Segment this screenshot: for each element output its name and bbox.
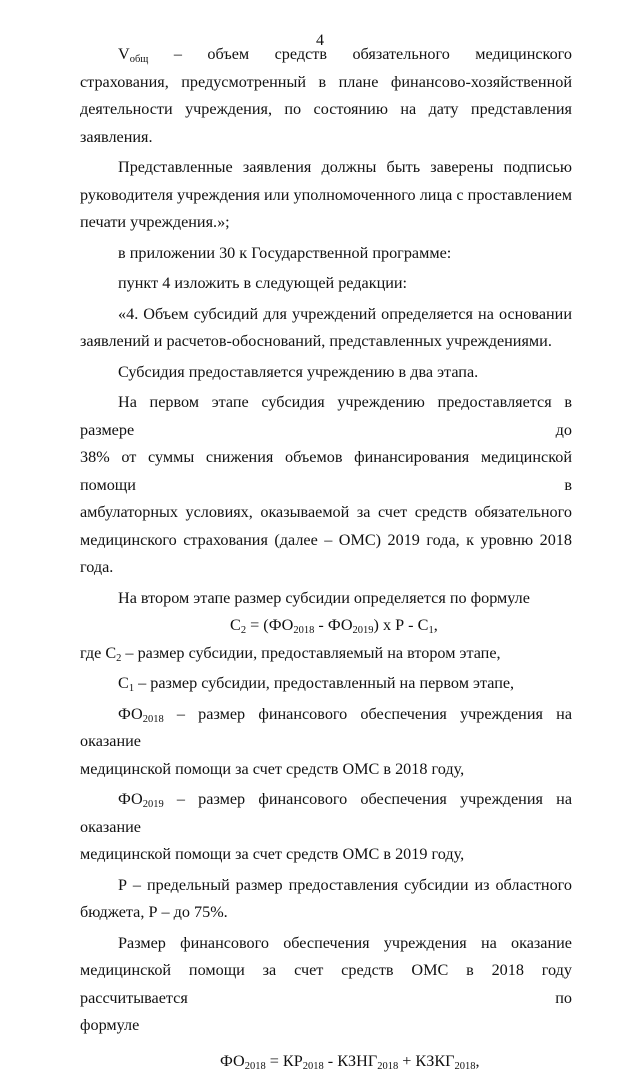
- formula-subscript: 2019: [353, 625, 374, 636]
- formula-subscript: 2: [116, 653, 121, 664]
- text-line: медицинской помощи за счет средств ОМС в 2019 году,: [80, 841, 572, 869]
- definition-c2: [80, 640, 572, 668]
- text-line: 38% от суммы снижения объемов финансирования медицинской помощи в: [80, 444, 572, 499]
- text-line: – размер финансового обеспечения учреждения на оказание: [80, 790, 572, 836]
- definition-c1: [80, 670, 572, 698]
- text-line: медицинского страхования (далее – ОМС) 2019 года, к уровню 2018 года.: [80, 527, 572, 582]
- formula-subscript: 2018: [293, 625, 314, 636]
- formula-fo2018: [80, 1048, 572, 1075]
- formula-operator: = (: [246, 616, 269, 634]
- document-body: [80, 41, 572, 1075]
- text-line: медицинской помощи за счет средств ОМС в 2018 году рассчитывается по: [80, 957, 572, 1012]
- text-line: в приложении 30 к Государственной программе:: [80, 240, 572, 268]
- text-line: деятельности учреждения, по состоянию на дату представления заявления.: [80, 96, 572, 151]
- formula-subscript: 2019: [143, 799, 164, 810]
- text-line: пункт 4 изложить в следующей редакции:: [80, 270, 572, 298]
- text-line: заявлений и расчетов-обоснований, представленных учреждениями.: [80, 328, 572, 356]
- formula-operator: -: [314, 616, 327, 634]
- text-line: «4. Объем субсидий для учреждений определяется на основании: [80, 301, 572, 329]
- formula-operator: -: [324, 1052, 337, 1070]
- text-line: На первом этапе субсидия учреждению предоставляется в размере до: [80, 389, 572, 444]
- text-line: Размер финансового обеспечения учреждения на оказание: [80, 930, 572, 958]
- formula-subscript: 2018: [303, 1061, 324, 1072]
- formula-subscript: 2018: [454, 1061, 475, 1072]
- formula-operator: =: [266, 1052, 283, 1070]
- formula-symbol: ФО: [118, 705, 143, 723]
- text-line: руководителя учреждения или уполномоченного лица с проставлением: [80, 182, 572, 210]
- definition-fo2019: [80, 786, 572, 841]
- formula-symbol: ФО: [269, 616, 294, 634]
- text-line: – размер субсидии, предоставляемый на втором этапе,: [121, 644, 500, 662]
- formula-subscript: 2: [241, 625, 246, 636]
- formula-symbol: КЗКГ: [415, 1052, 454, 1070]
- text-line: Субсидия предоставляется учреждению в два этапа.: [80, 359, 572, 387]
- text-where: где: [80, 644, 105, 662]
- text-line: Представленные заявления должны быть заверены подписью: [80, 154, 572, 182]
- formula-operator: ) х Р -: [374, 616, 418, 634]
- formula-subscript: 2018: [143, 714, 164, 725]
- text-line: формуле: [80, 1012, 572, 1040]
- formula-symbol: КР: [283, 1052, 303, 1070]
- formula-operator: ,: [475, 1052, 479, 1070]
- formula-symbol: ФО: [328, 616, 353, 634]
- text-line: – объем средств обязательного медицинского: [174, 45, 572, 63]
- formula-subscript: 1: [129, 683, 134, 694]
- formula-subsidy: [80, 612, 572, 640]
- formula-symbol: С: [118, 674, 129, 692]
- text-line: Р – предельный размер предоставления субсидии из областного: [80, 872, 572, 900]
- definition-fo2018: [80, 701, 572, 756]
- formula-symbol: КЗНГ: [337, 1052, 377, 1070]
- text-line: – размер финансового обеспечения учреждения на оказание: [80, 705, 572, 751]
- symbol-v: V: [118, 45, 130, 63]
- formula-symbol: ФО: [118, 790, 143, 808]
- text-line: амбулаторных условиях, оказываемой за счет средств обязательного: [80, 499, 572, 527]
- formula-operator: ,: [434, 616, 438, 634]
- text-line: бюджета, Р – до 75%.: [80, 899, 572, 927]
- subscript-obsh: общ: [130, 54, 149, 65]
- page-number: 4: [0, 32, 640, 50]
- formula-subscript: 2018: [377, 1061, 398, 1072]
- formula-subscript: 1: [428, 625, 433, 636]
- text-line: медицинской помощи за счет средств ОМС в 2018 году,: [80, 756, 572, 784]
- formula-symbol: ФО: [220, 1052, 245, 1070]
- text-line: страхования, предусмотренный в плане финансово-хозяйственной: [80, 69, 572, 97]
- formula-operator: +: [398, 1052, 415, 1070]
- text-line: На втором этапе размер субсидии определяется по формуле: [80, 585, 572, 613]
- text-line: печати учреждения.»;: [80, 209, 572, 237]
- formula-symbol: С: [105, 644, 116, 662]
- paragraph-v-obsh-line1: [80, 41, 572, 69]
- formula-subscript: 2018: [245, 1061, 266, 1072]
- formula-symbol: С: [230, 616, 241, 634]
- text-line: – размер субсидии, предоставленный на первом этапе,: [134, 674, 514, 692]
- formula-symbol: С: [418, 616, 429, 634]
